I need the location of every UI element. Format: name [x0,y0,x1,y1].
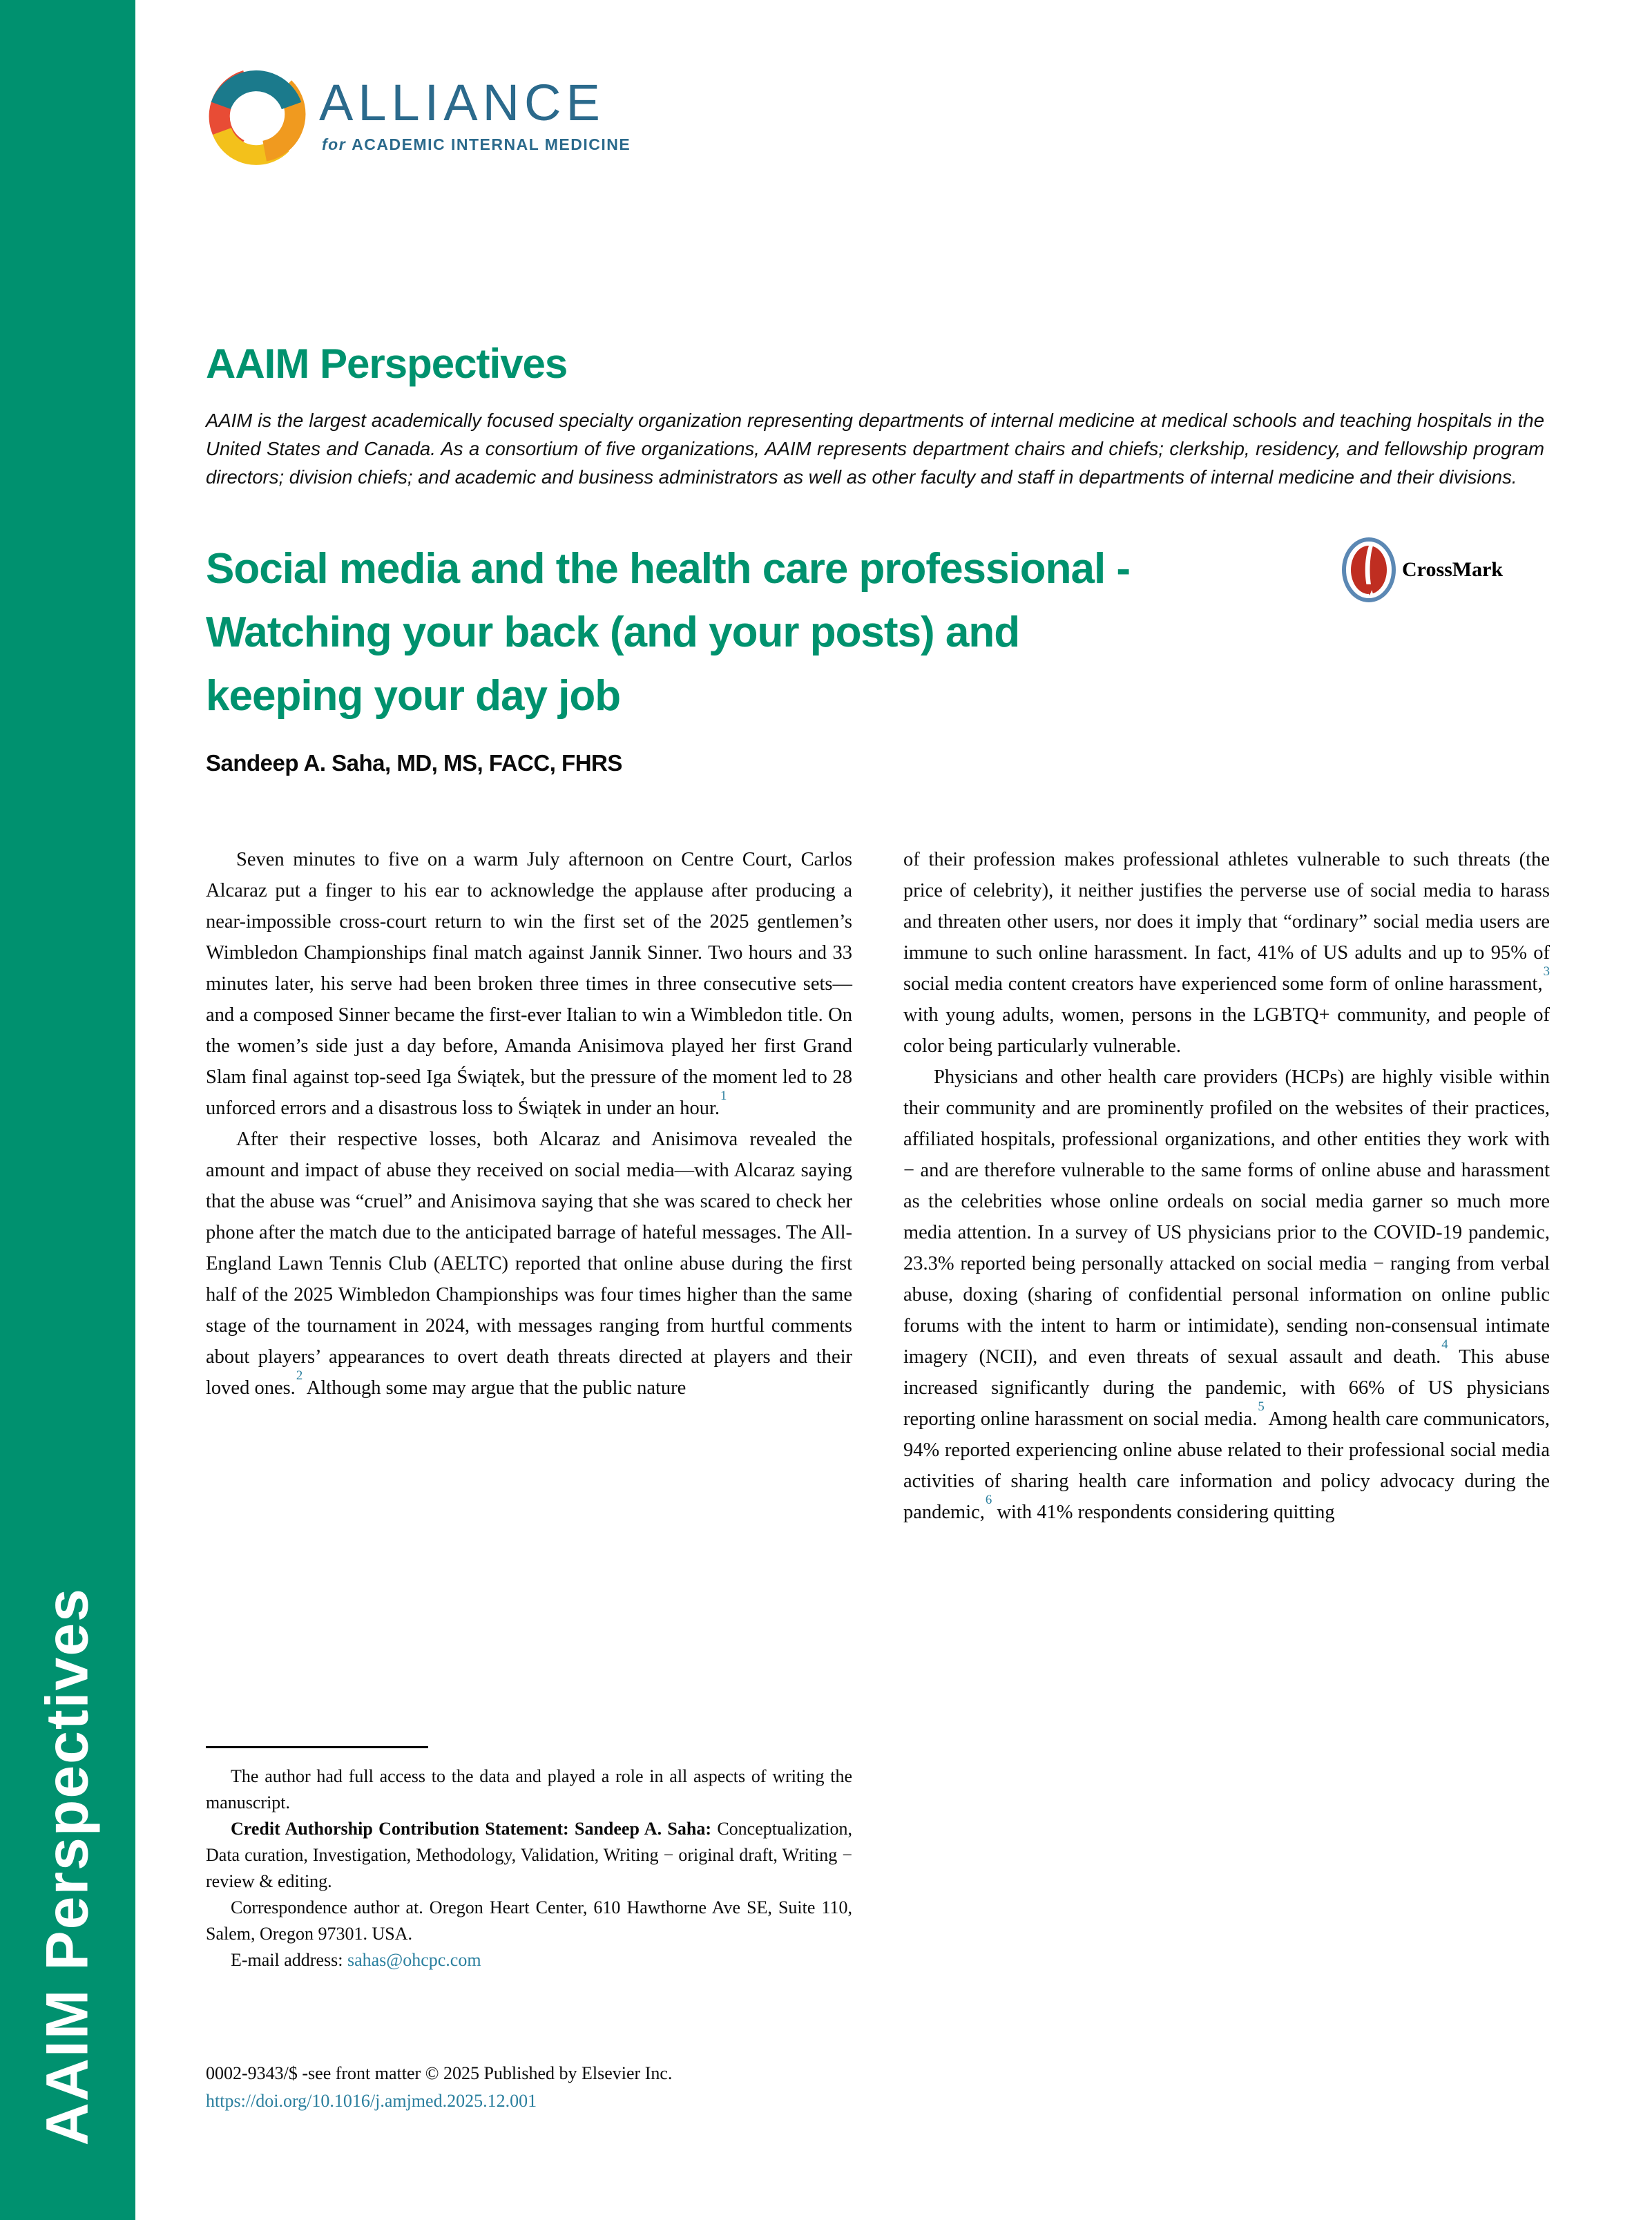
body-column-right [903,844,1550,1528]
footnote-block [206,1746,852,1973]
doi-link[interactable]: https://doi.org/10.1016/j.amjmed.2025.12.001 [206,2091,537,2111]
bold-run: Credit Authorship Contribution Statement: Sandeep A. Saha: [231,1819,711,1839]
reference-marker[interactable]: 6 [985,1493,992,1508]
crossmark-icon [1341,537,1396,602]
sidebar-vertical-text: AAIM Perspectives [34,1587,101,2145]
footnote-access-statement: The author had full access to the data and played a role in all aspects of writing the manuscript. [206,1766,852,1812]
crossmark-label: CrossMark [1402,558,1504,581]
reference-marker[interactable]: 2 [296,1368,303,1384]
footnote-correspondence: Correspondence author at. Oregon Heart Center, 610 Hawthorne Ave SE, Suite 110, Salem, Oregon 97301. USA. [206,1897,852,1944]
paragraph: Seven minutes to five on a warm July afternoon on Centre Court, Carlos Alcaraz put a finger to his ear to acknowledge the applause after producing a near-impossible cross-court return to win the first set of the 2025 gentlemen’s Wimbledon Championships final match against Jannik Sinner. Two hours and 33 minutes later, his serve had been broken three times in three consecutive sets—and a composed Sinner became the first-ever Italian to win a Wimbledon title. On the women’s side just a day before, Amanda Anisimova played her first Grand Slam final against top-seed Iga Świątek, but the pressure of the moment led to 28 unforced errors and a disastrous loss to Świątek in under an hour.$^1$ [206,849,852,1119]
section-intro: AAIM is the largest academically focused specialty organization representing departments of internal medicine at medical schools and teaching hospitals in the United States and Canada. As a consortium of five organizations, AAIM represents department chairs and chiefs; clerkship, residency, and fellowship program directors; division chiefs; and academic and business administrators as well as other faculty and staff in departments of internal medicine and their divisions. [206,410,1544,488]
alliance-logo [204,58,631,173]
paragraph: Physicians and other health care providers (HCPs) are highly visible within their community and are prominently profiled on the websites of their practices, affiliated hospitals, professional organizations, and other entities they work with − and are therefore vulnerable to the same forms of online abuse and harassment as the celebrities whose online ordeals on social media garner so much more media attention. In a survey of US physicians prior to the COVID-19 pandemic, 23.3% reported being personally attacked on social media − ranging from verbal abuse, doxing (sharing of confidential personal information on online public forums with the intent to harm or intimidate), sending non-consensual intimate imagery (NCII), and even threats of sexual assault and death.$^4$ This abuse increased significantly during the pandemic, with 66% of US physicians reporting online harassment on social media.$^5$ Among health care communicators, 94% reported experiencing online abuse related to their professional social media activities of sharing health care information and policy advocacy during the pandemic,$^6$ with 41% respondents considering quitting [903,1066,1550,1523]
article-title-line2: Watching your back (and your posts) and [206,609,1020,656]
paragraph: of their profession makes professional athletes vulnerable to such threats (the price of celebrity), it neither justifies the perverse use of social media to harass and threaten other users, nor does it imply that “ordinary” social media users are immune to such online harassment. In fact, 41% of US adults and up to 95% of social media content creators have experienced some form of online harassment,$^3$ with young adults, women, persons in the LGBTQ+ community, and people of color being particularly vulnerable. [903,849,1550,1057]
logo-tagline [322,135,631,154]
article-author: Sandeep A. Saha, MD, MS, FACC, FHRS [206,750,622,776]
article-title-line1: Social media and the health care professional - [206,545,1131,593]
page-footer [206,2060,672,2115]
body-column-left [206,844,852,1404]
reference-marker[interactable]: 1 [720,1089,727,1104]
issn-copyright-line: 0002-9343/$ -see front matter © 2025 Published by Elsevier Inc. [206,2063,673,2083]
sidebar-band [0,0,135,2220]
paragraph: After their respective losses, both Alcaraz and Anisimova revealed the amount and impact of abuse they received on social media—with Alcaraz saying that the abuse was “cruel” and Anisimova saying that she was scared to check her phone after the match due to the anticipated barrage of hateful messages. The All-England Lawn Tennis Club (AELTC) reported that online abuse during the first half of the 2025 Wimbledon Championships was four times higher than the same stage of the tournament in 2024, with messages ranging from hurtful comments about players’ appearances to overt death threats directed at players and their loved ones.$^2$ Although some may argue that the public nature [206,1129,852,1399]
logo-wordmark: ALLIANCE [319,74,605,131]
email-link[interactable]: sahas@ohcpc.com [347,1950,481,1970]
reference-marker[interactable]: 4 [1441,1337,1448,1352]
sidebar-vertical-label [34,1587,102,2145]
crossmark-badge[interactable] [1341,537,1503,602]
logo-tagline-rest: ACADEMIC INTERNAL MEDICINE [352,135,631,153]
footnote-credit-statement: Credit Authorship Contribution Statement: Sandeep A. Saha: Conceptualization, Data curation, Investigation, Methodology, Validation, Writing − original draft, Writing − review & editing. [206,1819,852,1891]
alliance-swirl-icon [204,58,309,173]
footnote-rule [206,1746,428,1748]
article-title [206,537,1130,728]
logo-tagline-for: for [322,135,347,153]
footnote-email: E-mail address: sahas@ohcpc.com [231,1950,481,1970]
article-title-line3: keeping your day job [206,672,621,720]
section-heading: AAIM Perspectives [206,341,568,387]
reference-marker[interactable]: 5 [1258,1399,1265,1415]
logo-text [319,74,631,154]
reference-marker[interactable]: 3 [1543,964,1550,979]
